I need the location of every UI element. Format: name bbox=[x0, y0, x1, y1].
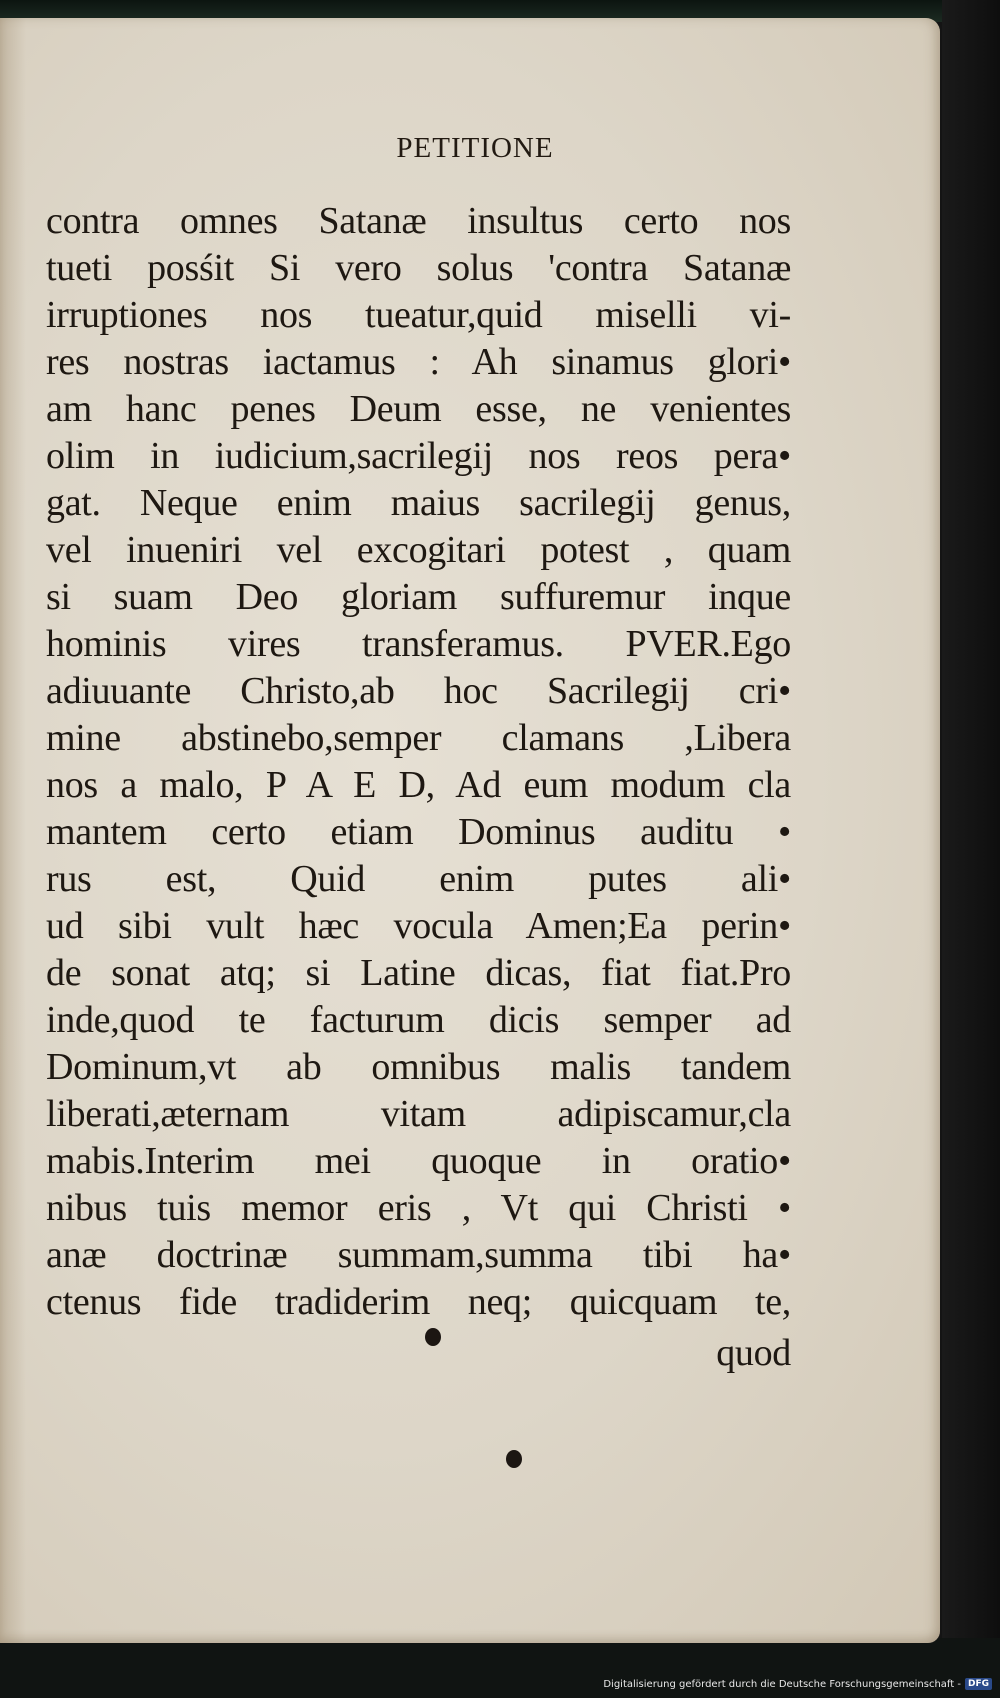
dfg-logo: DFG bbox=[965, 1678, 992, 1690]
text-line: mabis.Interim mei quoque in oratio• bbox=[46, 1140, 791, 1182]
text-line: liberati,æternam vitam adipiscamur,cla bbox=[46, 1093, 791, 1135]
text-line: mine abstinebo,semper clamans ,Libera bbox=[46, 717, 791, 759]
ink-dot bbox=[506, 1450, 522, 1468]
credit-text: Digitalisierung gefördert durch die Deutsche Forschungsgemeinschaft - bbox=[603, 1678, 961, 1690]
text-line: mantem certo etiam Dominus auditu • bbox=[46, 811, 791, 853]
text-line: inde,quod te facturum dicis semper ad bbox=[46, 999, 791, 1041]
text-line: nibus tuis memor eris , Vt qui Christi • bbox=[46, 1187, 791, 1229]
catchword: quod bbox=[716, 1332, 791, 1374]
text-line: adiuuante Christo,ab hoc Sacrilegij cri• bbox=[46, 670, 791, 712]
body-text bbox=[46, 198, 791, 1377]
text-line: si suam Deo gloriam suffuremur inque bbox=[46, 576, 791, 618]
text-line: nos a malo, P A E D, Ad eum modum cla bbox=[46, 764, 791, 806]
text-line: res nostras iactamus : Ah sinamus glori• bbox=[46, 341, 791, 383]
book-page bbox=[0, 18, 940, 1643]
text-line: olim in iudicium,sacrilegij nos reos pera• bbox=[46, 435, 791, 477]
text-line: contra omnes Satanæ insultus certo nos bbox=[46, 200, 791, 242]
text-line: irruptiones nos tueatur,quid miselli vi- bbox=[46, 294, 791, 336]
text-line: vel inueniri vel excogitari potest , quam bbox=[46, 529, 791, 571]
digitization-credit bbox=[603, 1674, 992, 1694]
text-line: tueti posśit Si vero solus 'contra Satanæ bbox=[46, 247, 791, 289]
text-line: hominis vires transferamus. PVER.Ego bbox=[46, 623, 791, 665]
running-heading: PETITIONE bbox=[396, 132, 554, 164]
text-line: Dominum,vt ab omnibus malis tandem bbox=[46, 1046, 791, 1088]
text-line: anæ doctrinæ summam,summa tibi ha• bbox=[46, 1234, 791, 1276]
text-line: ud sibi vult hæc vocula Amen;Ea perin• bbox=[46, 905, 791, 947]
text-line: gat. Neque enim maius sacrilegij genus, bbox=[46, 482, 791, 524]
text-line: ctenus fide tradiderim neq; quicquam te, bbox=[46, 1281, 791, 1323]
text-line: rus est, Quid enim putes ali• bbox=[46, 858, 791, 900]
scan-background-right bbox=[942, 0, 1000, 1698]
ink-dot bbox=[425, 1328, 441, 1346]
text-line: de sonat atq; si Latine dicas, fiat fiat.Pro bbox=[46, 952, 791, 994]
text-line: am hanc penes Deum esse, ne venientes bbox=[46, 388, 791, 430]
